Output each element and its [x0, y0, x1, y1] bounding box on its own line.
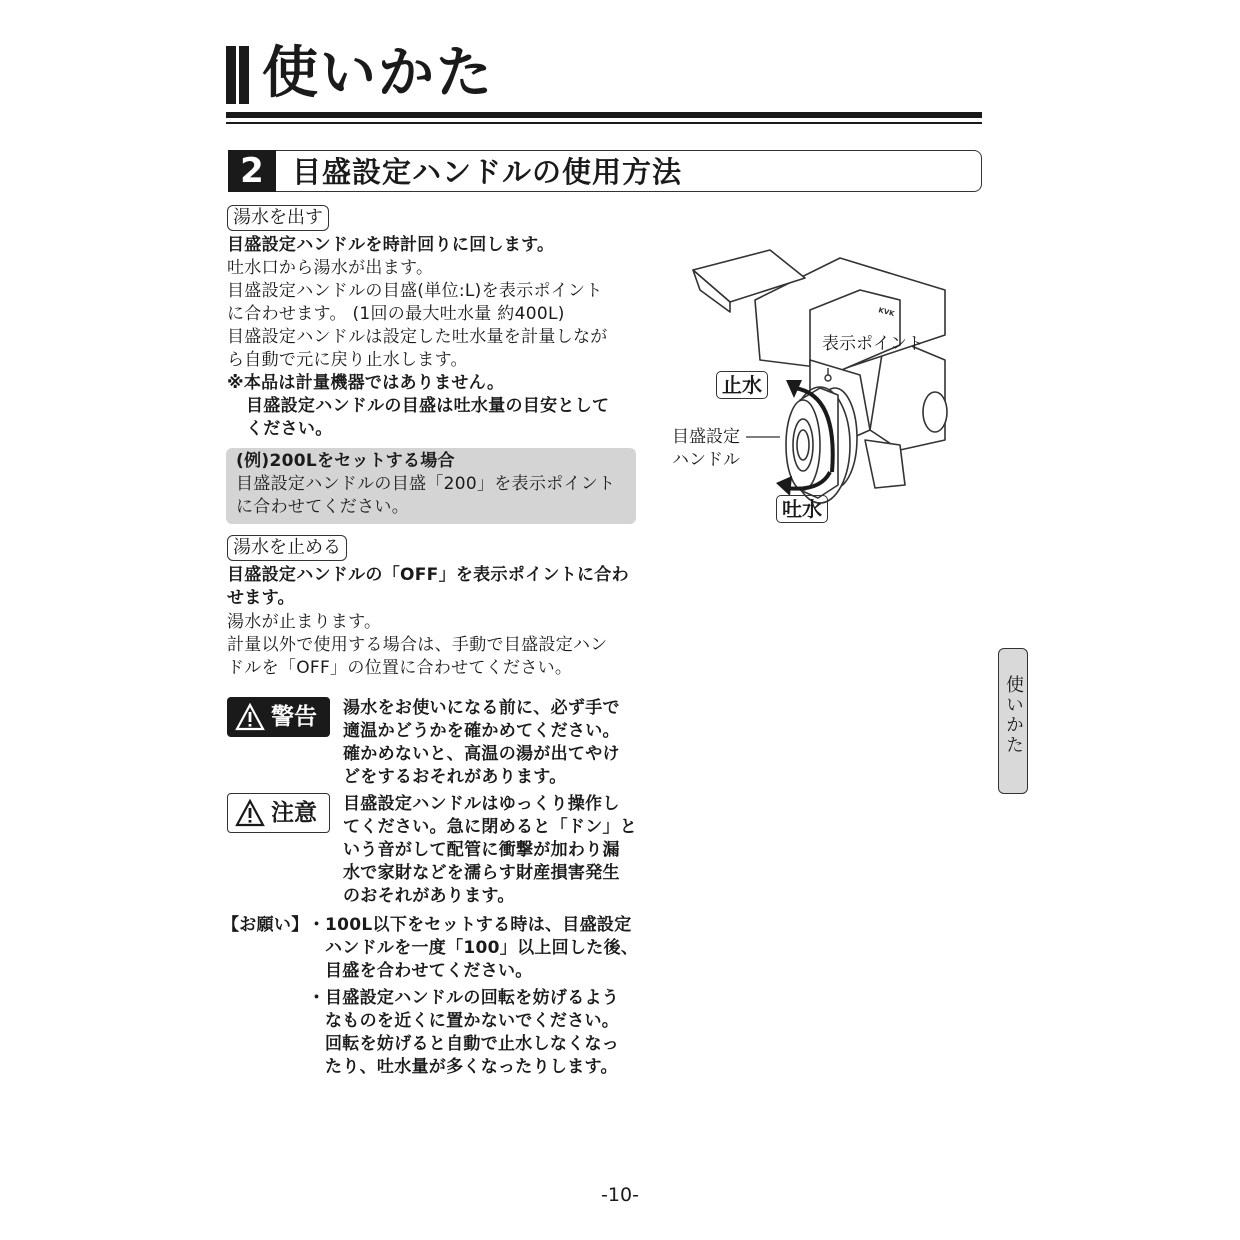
warning-label — [227, 697, 330, 737]
request-item-2-line-3: 回転を妨げると自動で止水しなくなっ — [325, 1034, 620, 1054]
warning-label-text: 警告 — [271, 704, 317, 730]
dispense-note-1: ※本品は計量機器ではありません。 — [227, 373, 505, 393]
dispense-line-1: 目盛設定ハンドルを時計回りに回します。 — [227, 235, 555, 255]
example-title: (例)200Lをセットする場合 — [236, 451, 455, 471]
dispense-note-2: 目盛設定ハンドルの目盛は吐水量の目安として — [246, 396, 610, 416]
side-tab-label: 使いかた — [1003, 675, 1024, 755]
caution-line-2: てください。急に閉めると「ドン」と — [343, 817, 638, 837]
caution-line-4: 水で家財などを濡らす財産損害発生 — [343, 863, 620, 883]
caution-label — [227, 793, 330, 833]
request-label: 【お願い】 — [222, 915, 309, 935]
brand-mark: KVK — [877, 306, 896, 319]
example-line-2: に合わせてください。 — [236, 497, 409, 517]
stop-tag: 湯水を止める — [227, 535, 347, 561]
display-point-label: 表示ポイント — [822, 334, 924, 354]
page-title: 使いかた — [262, 41, 494, 106]
handle-label-line-2: ハンドル — [672, 450, 740, 470]
stop-water-label: 止水 — [716, 371, 768, 399]
stop-line-4: 計量以外で使用する場合は、手動で目盛設定ハン — [227, 635, 608, 655]
section-title: 目盛設定ハンドルの使用方法 — [292, 155, 683, 189]
handle-label-line-1: 目盛設定 — [672, 427, 740, 447]
warning-line-1: 湯水をお使いになる前に、必ず手で — [343, 698, 620, 718]
caution-label-text: 注意 — [271, 800, 317, 826]
section-number: 2 — [228, 150, 276, 192]
stop-line-3: 湯水が止まります。 — [227, 612, 382, 632]
dispense-water-label: 吐水 — [776, 495, 828, 523]
request-item-2-line-1: 目盛設定ハンドルの回転を妨げるよう — [325, 988, 620, 1008]
dispense-line-2: 吐水口から湯水が出ます。 — [227, 258, 434, 278]
dispense-line-3: 目盛設定ハンドルの目盛(単位:L)を表示ポイント — [227, 281, 603, 301]
title-bar-decoration — [226, 46, 250, 104]
caution-line-1: 目盛設定ハンドルはゆっくり操作し — [343, 794, 620, 814]
request-item-2-line-4: たり、吐水量が多くなったりします。 — [325, 1057, 618, 1077]
page-number: -10- — [601, 1184, 639, 1206]
header-rule-thick — [226, 112, 982, 118]
request-item-1-line-1: 100L以下をセットする時は、目盛設定 — [325, 915, 632, 935]
warning-line-2: 適温かどうかを確かめてください。 — [343, 721, 620, 741]
dispense-tag: 湯水を出す — [227, 205, 329, 231]
stop-line-2: せます。 — [227, 588, 295, 608]
request-bullet-2: ・ — [308, 988, 326, 1008]
dispense-line-4: に合わせます。 (1回の最大吐水量 約400L) — [227, 304, 565, 324]
dispense-line-6: ら自動で元に戻り止水します。 — [227, 350, 468, 370]
dispense-note-3: ください。 — [246, 419, 333, 439]
request-item-2-line-2: なものを近くに置かないでください。 — [325, 1011, 620, 1031]
side-tab — [998, 648, 1028, 794]
caution-line-5: のおそれがあります。 — [343, 886, 515, 906]
request-item-1-line-2: ハンドルを一度「100」以上回した後、 — [325, 938, 639, 958]
header-rule-thin — [226, 122, 982, 124]
warning-line-3: 確かめないと、高温の湯が出てやけ — [343, 744, 620, 764]
dispense-line-5: 目盛設定ハンドルは設定した吐水量を計量しなが — [227, 327, 608, 347]
example-line-1: 目盛設定ハンドルの目盛「200」を表示ポイント — [236, 474, 616, 494]
stop-line-1: 目盛設定ハンドルの「OFF」を表示ポイントに合わ — [227, 565, 629, 585]
stop-line-5: ドルを「OFF」の位置に合わせてください。 — [227, 658, 573, 678]
warning-triangle-icon — [235, 703, 265, 731]
request-item-1-line-3: 目盛を合わせてください。 — [325, 961, 533, 981]
caution-line-3: いう音がして配管に衝撃が加わり漏 — [343, 840, 620, 860]
warning-line-4: どをするおそれがあります。 — [343, 767, 567, 787]
request-bullet-1: ・ — [308, 915, 326, 935]
caution-triangle-icon — [235, 799, 265, 827]
